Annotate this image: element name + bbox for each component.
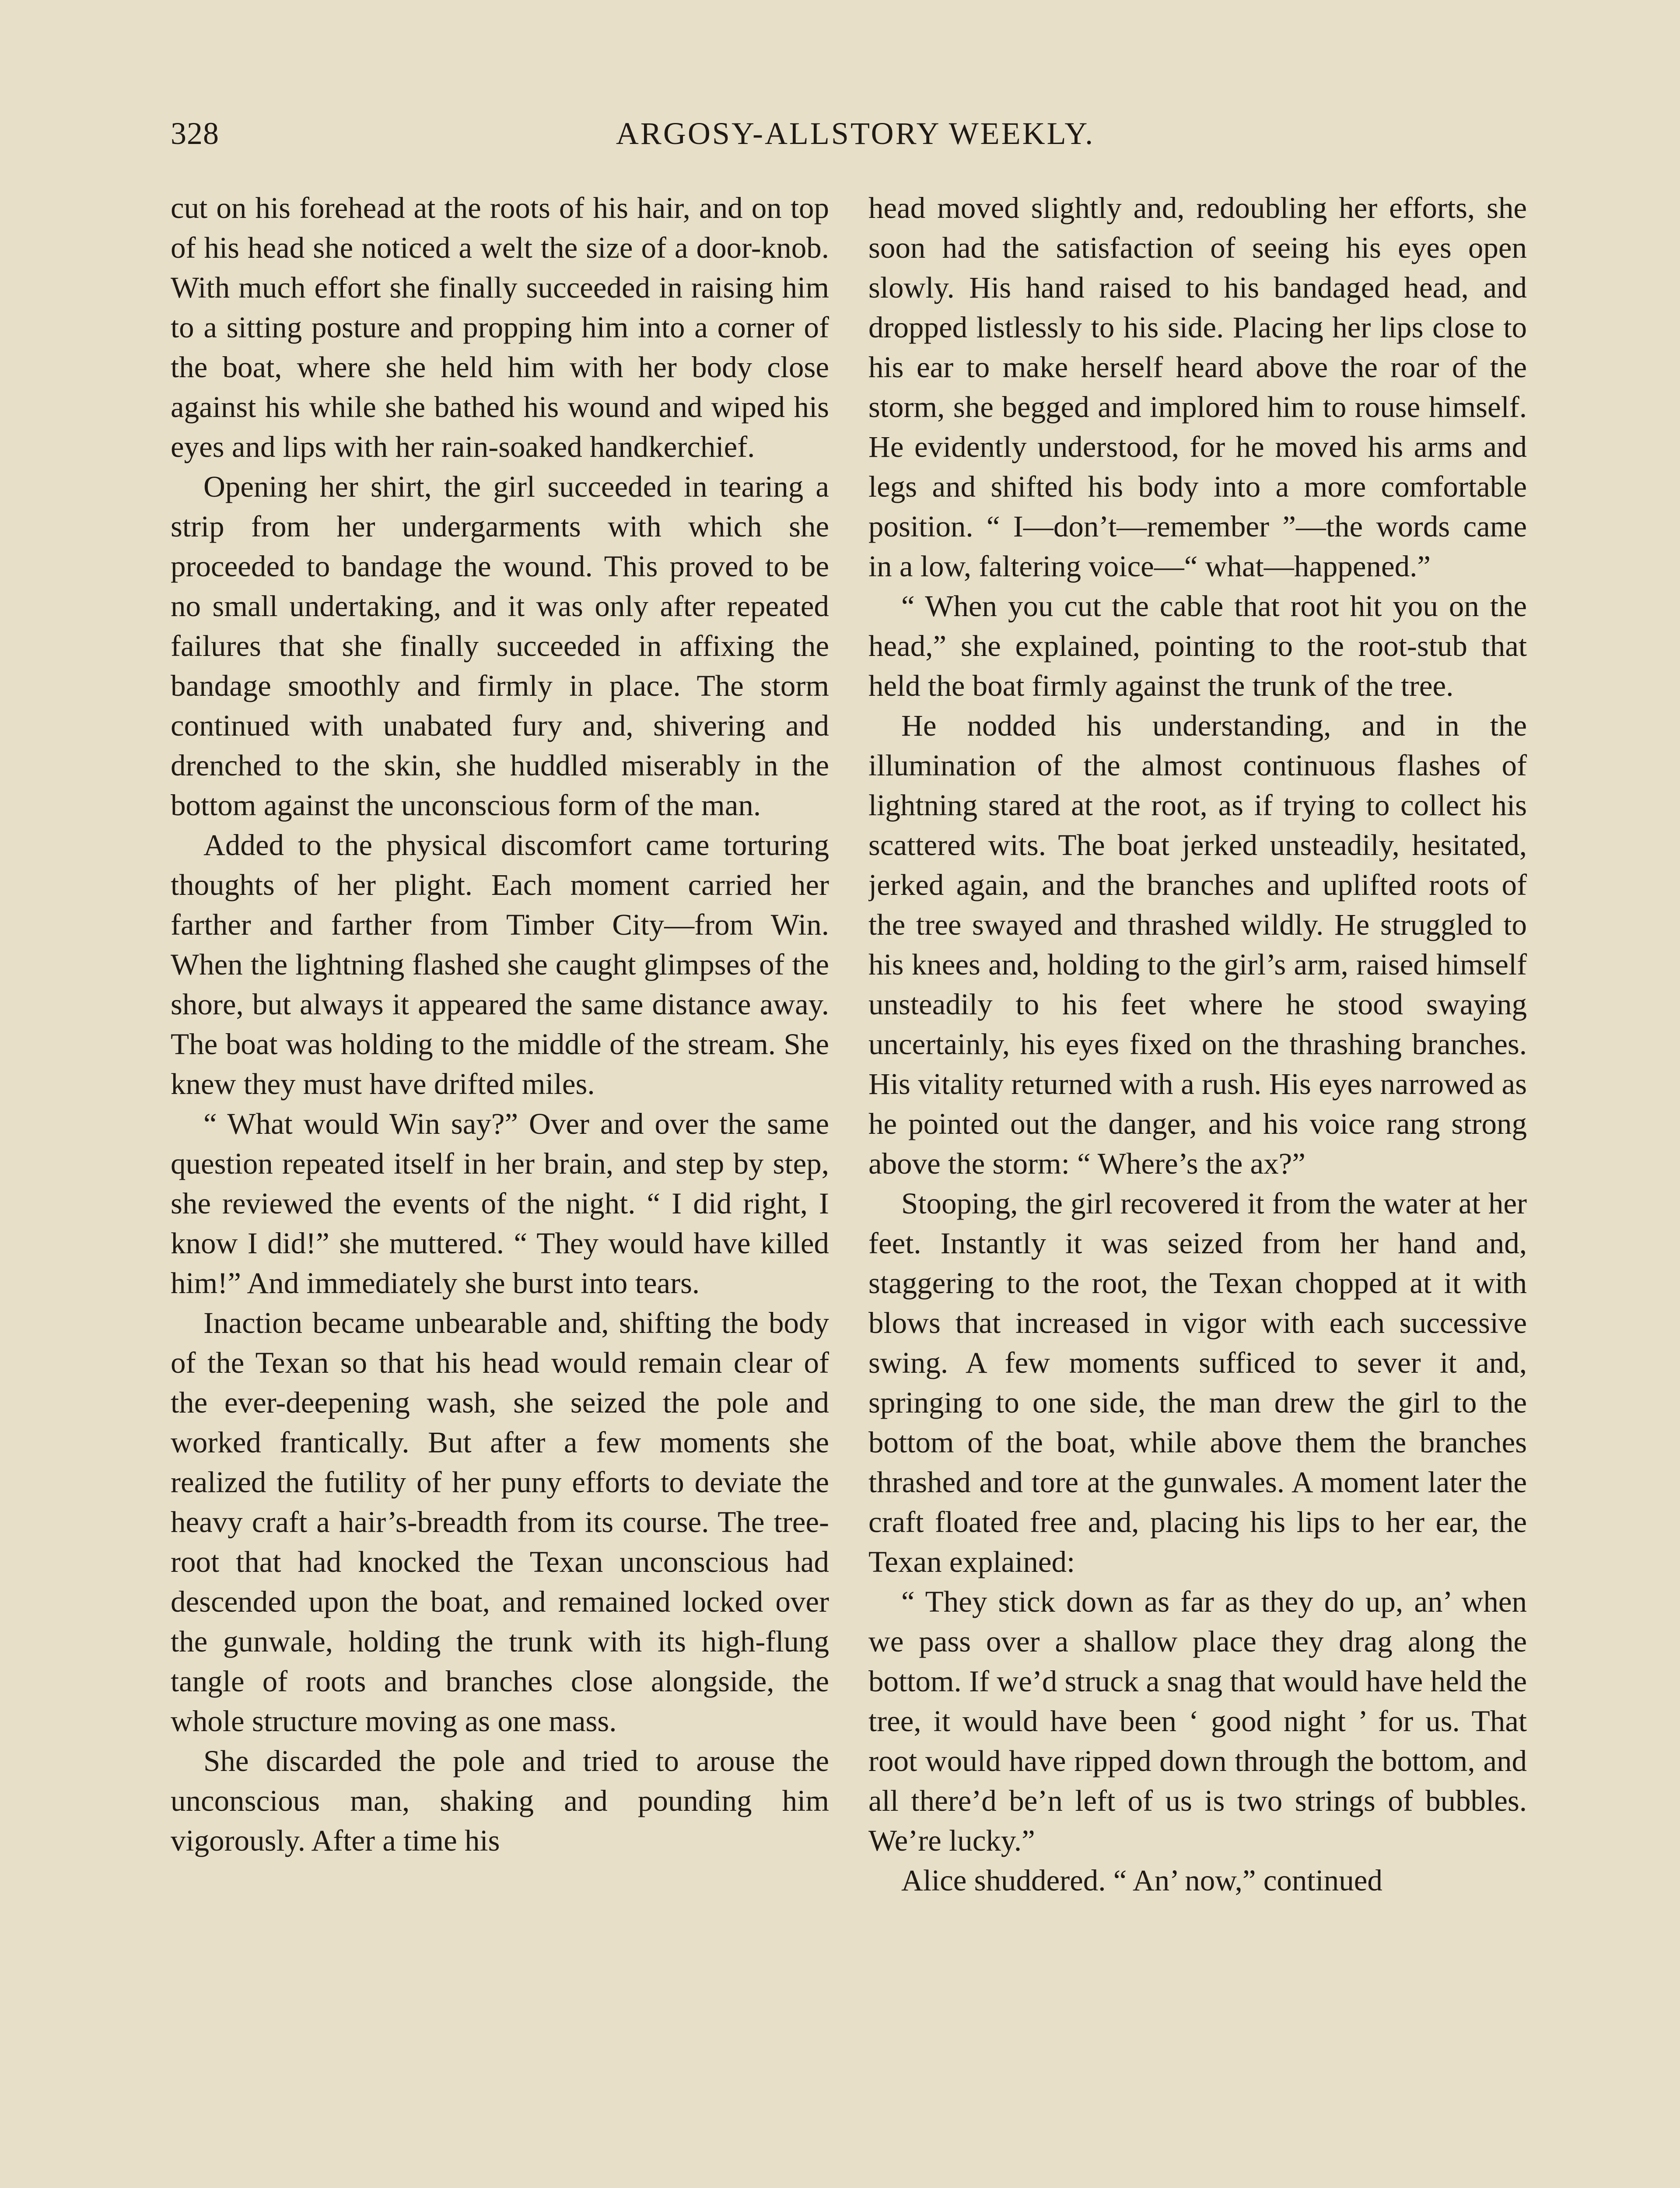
page-number: 328 bbox=[171, 116, 219, 151]
paragraph: cut on his forehead at the roots of his hair, and on top of his head she noticed a welt the size of a door-knob. With much effort she finally succeeded in raising him to a sitting posture and propping him into a corner of the boat, where she held him with her body close against his while she bathed his wound and wiped his eyes and lips with her rain-soaked handkerchief. bbox=[171, 191, 829, 463]
paragraph: He nodded his understanding, and in the illumination of the almost continuous flashes of lightning stared at the root, as if trying to collect his scattered wits. The boat jerked unsteadily, hesitated, jerked again, and the branches and uplifted roots of the tree swayed and thrashed wildly. He struggled to his knees and, holding to the girl’s arm, raised himself unsteadily to his feet where he stood swaying uncertainly, his eyes fixed on the thrashing branches. His vitality returned with a rush. His eyes narrowed as he pointed out the danger, and his voice rang strong above the storm: “ Where’s the ax?” bbox=[868, 709, 1527, 1180]
paragraph: head moved slightly and, redoubling her efforts, she soon had the satisfaction of seeing his eyes open slowly. His hand raised to his bandaged head, and dropped listlessly to his side. Placing her lips close to his ear to make herself heard above the roar of the storm, she begged and implored him to rouse himself. He evidently understood, for he moved his arms and legs and shifted his body into a more comfortable position. “ I—don’t—remember ”—the words came in a low, faltering voice—“ what—happened.” bbox=[868, 191, 1527, 583]
paragraph: Opening her shirt, the girl succeeded in tearing a strip from her undergarments with which she proceeded to bandage the wound. This proved to be no small undertaking, and it was only after repeated failures that she finally succeeded in affixing the bandage smoothly and firmly in place. The storm continued with unabated fury and, shivering and drenched to the skin, she huddled miserably in the bottom against the unconscious form of the man. bbox=[171, 470, 829, 822]
paragraph: Stooping, the girl recovered it from the water at her feet. Instantly it was seized from her hand and, staggering to the root, the Texan chopped at it with blows that increased in vigor with each successive swing. A few moments sufficed to sever it and, springing to one side, the man drew the girl to the bottom of the boat, while above them the branches thrashed and tore at the gunwales. A moment later the craft floated free and, placing his lips to her ear, the Texan explained: bbox=[868, 1187, 1527, 1578]
paragraph: Alice shuddered. “ An’ now,” continued bbox=[901, 1864, 1382, 1897]
paragraph: “ What would Win say?” Over and over the same question repeated itself in her brain, and step by step, she reviewed the events of the night. “ I did right, I know I did!” she muttered. “ They would have killed him!” And immediately she burst into tears. bbox=[171, 1107, 829, 1300]
text-column-left bbox=[171, 188, 829, 2188]
paragraph: She discarded the pole and tried to arouse the unconscious man, shaking and pounding him vigorously. After a time his bbox=[171, 1744, 829, 1857]
paragraph: Added to the physical discomfort came torturing thoughts of her plight. Each moment carried her farther and farther from Timber City—from Win. When the lightning flashed she caught glimpses of the shore, but always it appeared the same distance away. The boat was holding to the middle of the stream. She knew they must have drifted miles. bbox=[171, 828, 829, 1101]
page-header bbox=[171, 112, 1540, 160]
text-column-right bbox=[868, 188, 1527, 2188]
paragraph: “ When you cut the cable that root hit you on the head,” she explained, pointing to the root-stub that held the boat firmly against the trunk of the tree. bbox=[868, 589, 1527, 702]
paragraph: “ They stick down as far as they do up, an’ when we pass over a shallow place they drag along the bottom. If we’d struck a snag that would have held the tree, it would have been ‘ good night ’ for us. That root would have ripped down through the bottom, and all there’d be’n left of us is two strings of bubbles. We’re lucky.” bbox=[868, 1585, 1527, 1857]
running-head: ARGOSY-ALLSTORY WEEKLY. bbox=[616, 116, 1095, 151]
paragraph: Inaction became unbearable and, shifting the body of the Texan so that his head would remain clear of the ever-deepening wash, she seized the pole and worked frantically. But after a few moments she realized the futility of her puny efforts to deviate the heavy craft a hair’s-breadth from its course. The tree-root that had knocked the Texan unconscious had descended upon the boat, and remained locked over the gunwale, holding the trunk with its high-flung tangle of roots and branches close alongside, the whole structure moving as one mass. bbox=[171, 1306, 829, 1738]
